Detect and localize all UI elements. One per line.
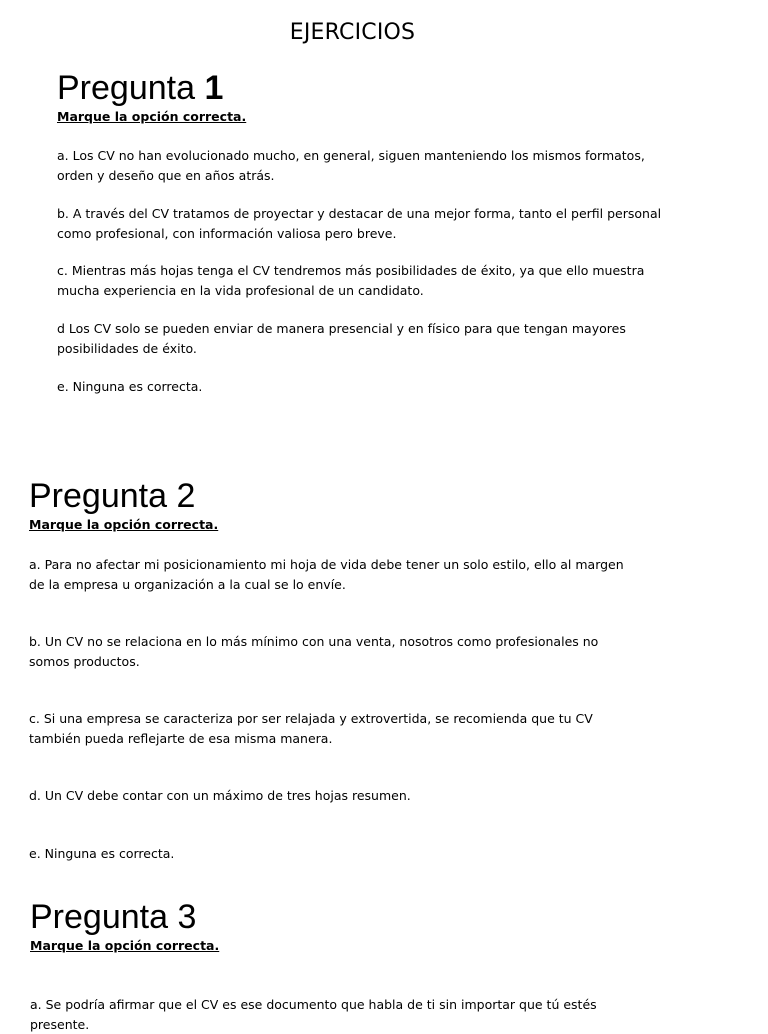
question-2-number: 2: [176, 477, 195, 515]
option-line: c. Mientras más hojas tenga el CV tendremos más posibilidades de éxito, ya que ello muestra: [57, 261, 644, 281]
option-line: c. Si una empresa se caracteriza por ser relajada y extrovertida, se recomienda que tu CV: [29, 709, 593, 729]
option-line: como profesional, con información valiosa pero breve.: [57, 224, 661, 244]
question-1-number: 1: [204, 69, 223, 107]
question-3-instruction: Marque la opción correcta.: [30, 937, 219, 955]
option-line: a. Se podría afirmar que el CV es ese documento que habla de ti sin importar que tú estés: [30, 995, 597, 1015]
question-2-title-word: Pregunta: [29, 477, 167, 515]
question-2-option-b[interactable]: [29, 632, 598, 671]
option-line: e. Ninguna es correcta.: [57, 377, 202, 397]
option-line: posibilidades de éxito.: [57, 339, 626, 359]
option-line: somos productos.: [29, 652, 598, 672]
option-line: d. Un CV debe contar con un máximo de tres hojas resumen.: [29, 786, 411, 806]
question-1: [57, 68, 246, 126]
question-1-option-e[interactable]: [57, 377, 202, 397]
question-1-title-word: Pregunta: [57, 69, 195, 107]
question-2-option-c[interactable]: [29, 709, 593, 748]
question-3-number: 3: [177, 898, 196, 936]
question-1-title: [57, 68, 246, 108]
question-3-title-word: Pregunta: [30, 898, 168, 936]
question-3-option-a[interactable]: [30, 995, 597, 1034]
option-line: a. Para no afectar mi posicionamiento mi hoja de vida debe tener un solo estilo, ello al margen: [29, 555, 624, 575]
question-3-title: [30, 897, 219, 937]
question-1-option-b[interactable]: [57, 204, 661, 243]
question-3: [30, 897, 219, 955]
option-line: orden y deseño que en años atrás.: [57, 166, 645, 186]
option-line: mucha experiencia en la vida profesional de un candidato.: [57, 281, 644, 301]
question-1-option-c[interactable]: [57, 261, 644, 300]
option-line: presente.: [30, 1015, 597, 1034]
page-title: EJERCICIOS: [0, 20, 705, 45]
question-2-option-e[interactable]: [29, 844, 174, 864]
option-line: d Los CV solo se pueden enviar de manera presencial y en físico para que tengan mayores: [57, 319, 626, 339]
option-line: b. A través del CV tratamos de proyectar y destacar de una mejor forma, tanto el perfil personal: [57, 204, 661, 224]
question-2: [29, 476, 218, 534]
option-line: de la empresa u organización a la cual se lo envíe.: [29, 575, 624, 595]
question-1-option-d[interactable]: [57, 319, 626, 358]
option-line: a. Los CV no han evolucionado mucho, en general, siguen manteniendo los mismos formatos,: [57, 146, 645, 166]
question-2-title: [29, 476, 218, 516]
question-1-option-a[interactable]: [57, 146, 645, 185]
option-line: también pueda reflejarte de esa misma manera.: [29, 729, 593, 749]
question-1-instruction: Marque la opción correcta.: [57, 108, 246, 126]
option-line: b. Un CV no se relaciona en lo más mínimo con una venta, nosotros como profesionales no: [29, 632, 598, 652]
option-line: e. Ninguna es correcta.: [29, 844, 174, 864]
question-2-instruction: Marque la opción correcta.: [29, 516, 218, 534]
question-2-option-d[interactable]: [29, 786, 411, 806]
question-2-option-a[interactable]: [29, 555, 624, 594]
